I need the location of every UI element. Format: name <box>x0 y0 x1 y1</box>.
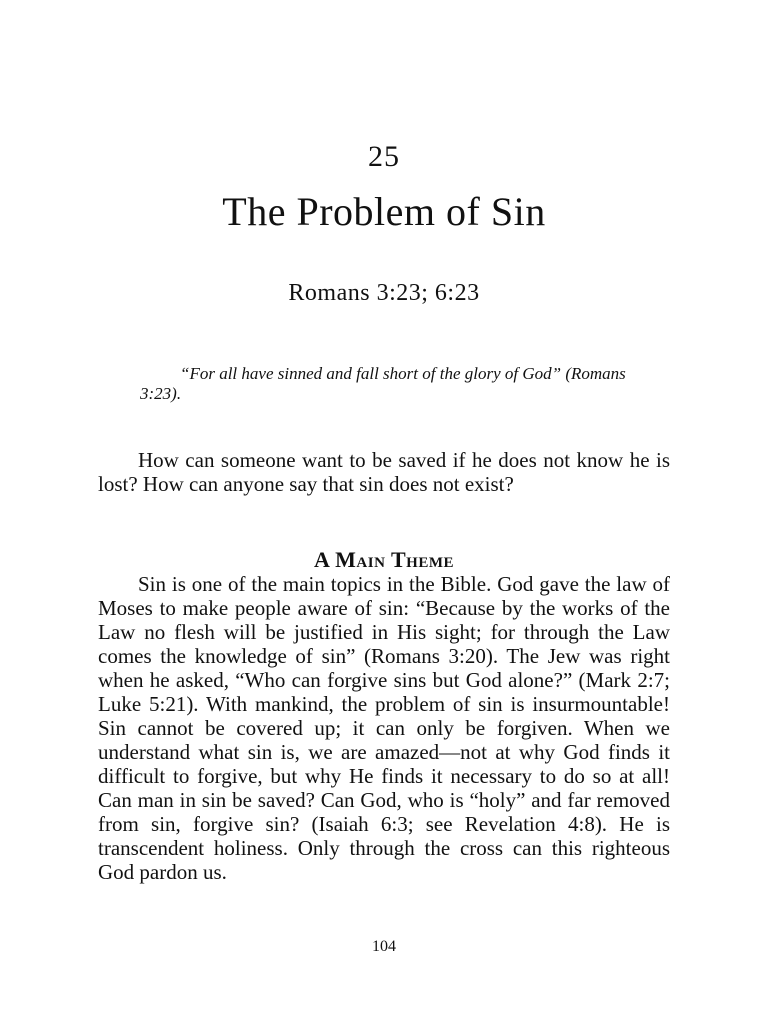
epigraph <box>140 364 650 404</box>
intro-paragraph: How can someone want to be saved if he does not know he is lost? How can anyone say that sin does not exist? <box>98 448 670 496</box>
epigraph-quote: “For all have sinned and fall short of the glory of God” <box>180 364 562 383</box>
section-paragraph: Sin is one of the main topics in the Bible. God gave the law of Moses to make people aware of sin: “Because by the works of the Law no flesh will be justified in His sight; for through the Law comes the knowledge of sin” (Romans 3:20). The Jew was right when he asked, “Who can forgive sins but God alone?” (Mark 2:7; Luke 5:21). With mankind, the problem of sin is insurmountable! Sin cannot be covered up; it can only be forgiven. When we understand what sin is, we are amazed—not at why God finds it difficult to forgive, but why He finds it necessary to do so at all! Can man in sin be saved? Can God, who is “holy” and far removed from sin, forgive sin? (Isaiah 6:3; see Revelation 4:8). He is transcendent holiness. Only through the cross can this righteous God pardon us. <box>98 572 670 884</box>
scripture-reference: Romans 3:23; 6:23 <box>288 280 480 306</box>
page-number: 104 <box>372 938 396 955</box>
chapter-number: 25 <box>368 140 400 173</box>
section-heading: A Main Theme <box>313 547 455 572</box>
epigraph-citation: (Romans 3:23). <box>140 364 626 403</box>
chapter-title: The Problem of Sin <box>222 189 546 234</box>
